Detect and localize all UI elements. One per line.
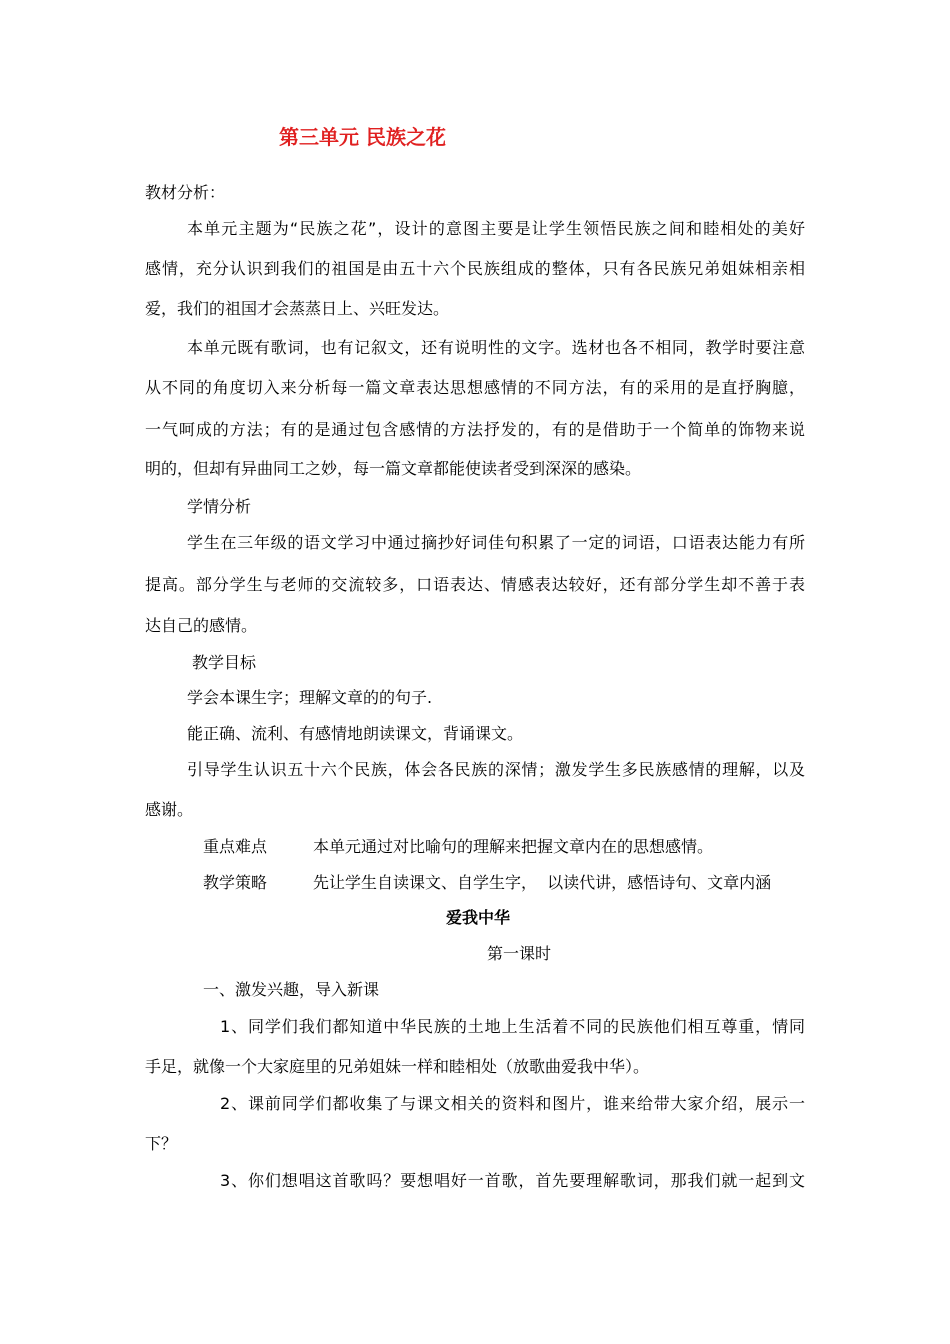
item-2-line-1: 2、课前同学们都收集了与课文相关的资料和图片，谁来给带大家介绍，展示一 xyxy=(220,1094,805,1113)
unit-title: 第三单元 民族之花 xyxy=(279,125,446,149)
lesson-title: 爱我中华 xyxy=(446,908,511,927)
item-3-line-1: 3、你们想唱这首歌吗？要想唱好一首歌，首先要理解歌词，那我们就一起到文 xyxy=(220,1171,805,1190)
paragraph-2-line-1: 本单元既有歌词，也有记叙文，还有说明性的文字。选材也各不相同，教学时要注意 xyxy=(187,338,805,357)
key-points-text: 本单元通过对比喻句的理解来把握文章内在的思想感情。 xyxy=(313,837,714,856)
student-analysis-label: 学情分析 xyxy=(187,497,252,516)
goal-1: 学会本课生字；理解文章的的句子. xyxy=(187,688,433,707)
paragraph-2-line-4: 明的，但却有异曲同工之妙，每一篇文章都能使读者受到深深的感染。 xyxy=(145,459,642,478)
paragraph-1-line-2: 感情，充分认识到我们的祖国是由五十六个民族组成的整体，只有各民族兄弟姐妹相亲相 xyxy=(145,259,805,278)
paragraph-3-line-3: 达自己的感情。 xyxy=(145,616,258,635)
item-1-line-1: 1、同学们我们都知道中华民族的土地上生活着不同的民族他们相互尊重，情同 xyxy=(220,1017,805,1036)
goal-3-line-2: 感谢。 xyxy=(145,800,194,819)
strategy-text: 先让学生自读课文、自学生字， 以读代讲，感悟诗句、文章内涵 xyxy=(313,873,772,892)
goal-3-line-1: 引导学生认识五十六个民族，体会各民族的深情；激发学生多民族感情的理解，以及 xyxy=(187,760,805,779)
key-points-row xyxy=(203,837,713,857)
goals-label: 教学目标 xyxy=(192,653,257,672)
lesson-period: 第一课时 xyxy=(487,944,552,963)
strategy-label: 教学策略 xyxy=(203,873,268,892)
paragraph-2-line-2: 从不同的角度切入来分析每一篇文章表达思想感情的不同方法，有的采用的是直抒胸臆， xyxy=(145,378,805,397)
paragraph-3-line-1: 学生在三年级的语文学习中通过摘抄好词佳句积累了一定的词语，口语表达能力有所 xyxy=(187,533,805,552)
paragraph-1-line-3: 爱，我们的祖国才会蒸蒸日上、兴旺发达。 xyxy=(145,299,450,318)
step-1-heading: 一、激发兴趣，导入新课 xyxy=(203,980,380,999)
item-2-line-2: 下？ xyxy=(145,1134,178,1153)
key-points-label: 重点难点 xyxy=(203,837,268,856)
paragraph-1-line-1: 本单元主题为“民族之花”，设计的意图主要是让学生领悟民族之间和睦相处的美好 xyxy=(187,219,805,238)
goal-2: 能正确、流利、有感情地朗读课文，背诵课文。 xyxy=(187,724,524,743)
textbook-analysis-label: 教材分析： xyxy=(145,183,226,202)
strategy-row xyxy=(203,873,771,893)
paragraph-2-line-3: 一气呵成的方法；有的是通过包含感情的方法抒发的，有的是借助于一个简单的饰物来说 xyxy=(145,420,805,439)
paragraph-3-line-2: 提高。部分学生与老师的交流较多，口语表达、情感表达较好，还有部分学生却不善于表 xyxy=(145,575,805,594)
item-1-line-2: 手足，就像一个大家庭里的兄弟姐妹一样和睦相处（放歌曲爱我中华）。 xyxy=(145,1057,650,1076)
